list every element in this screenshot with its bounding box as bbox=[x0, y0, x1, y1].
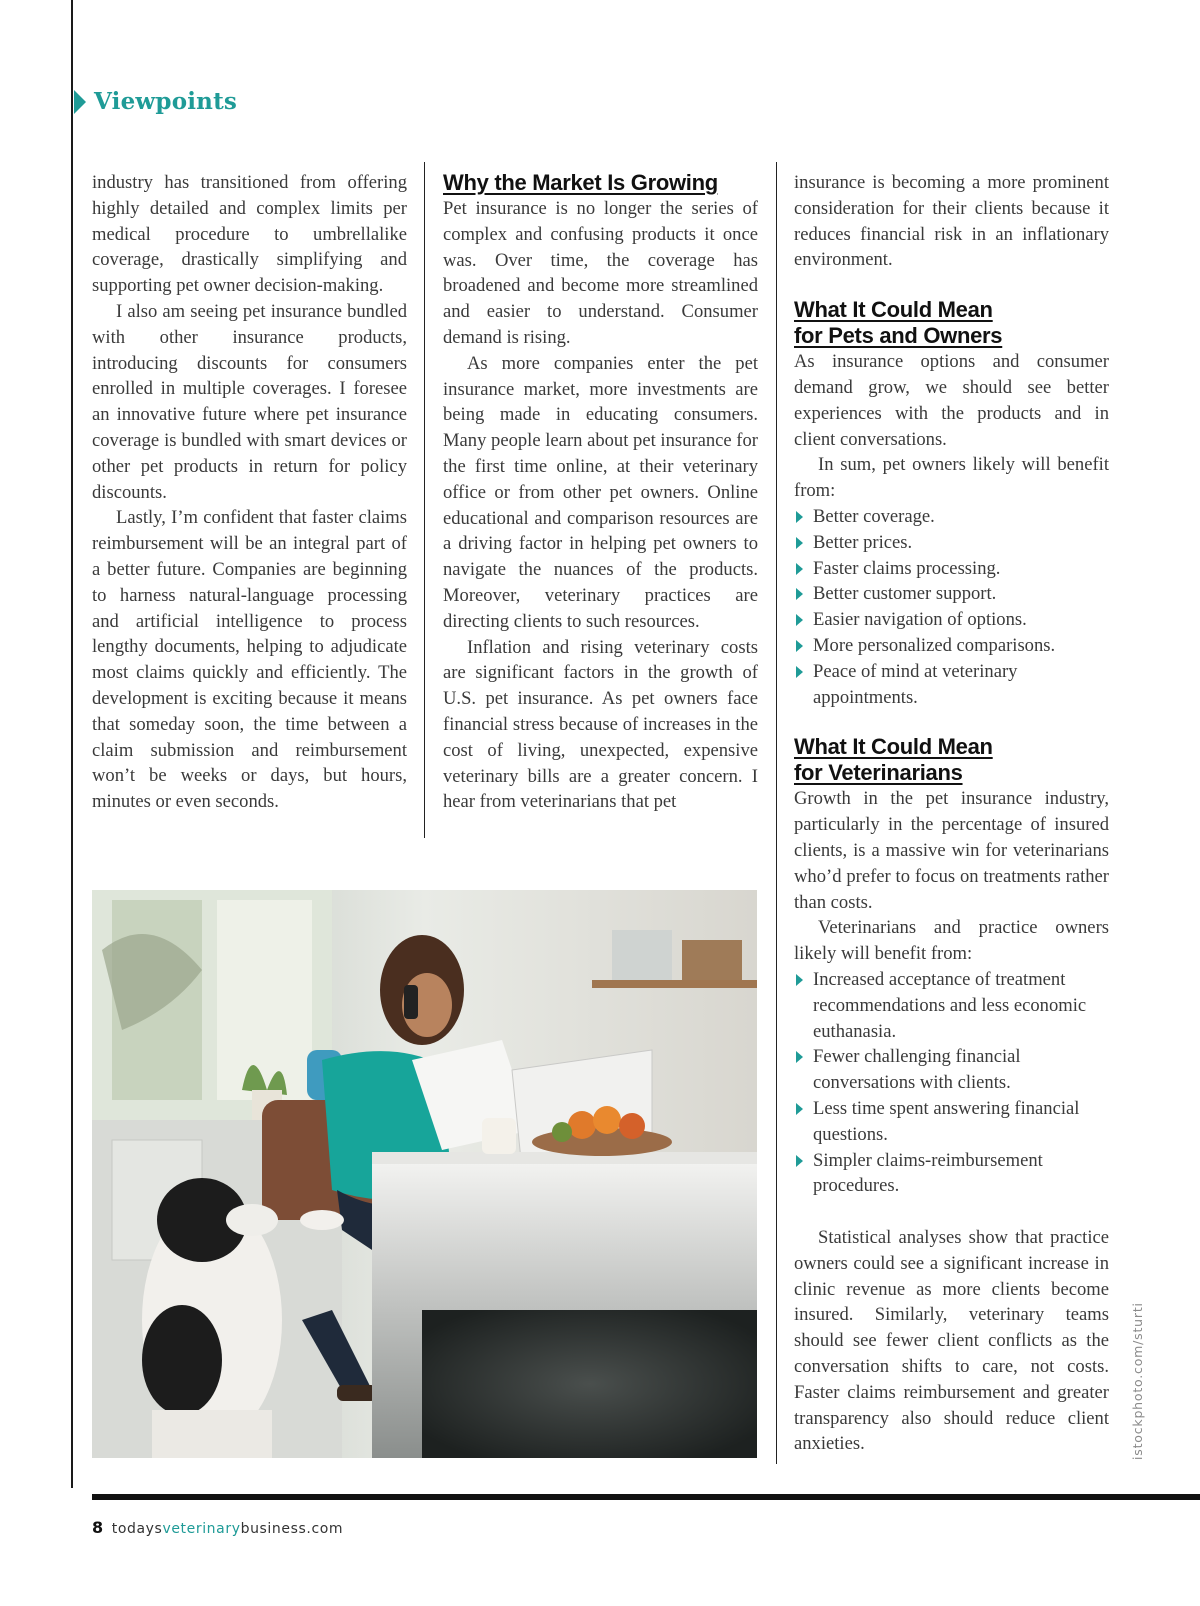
footer bbox=[92, 1518, 343, 1537]
site-link[interactable] bbox=[112, 1521, 343, 1537]
list-item: Better customer support. bbox=[794, 581, 1109, 607]
site-suffix: business.com bbox=[240, 1521, 344, 1537]
heading-pets-owners bbox=[794, 297, 1109, 349]
vets-paragraph-3: Statistical analyses show that practice owners could see a significant increase in clinic revenue as more clients become insured. Similarly, veterinary teams should see fewer client conflicts as the conversation shifts to care, not costs. Faster claims reimbursement and greater transparency also should reduce client anxieties. bbox=[794, 1227, 1109, 1455]
kitchen-photo bbox=[92, 890, 757, 1458]
col2-paragraph-3: Inflation and rising veterinary costs are significant factors in the growth of U.S. pet insurance. As pet owners face financial stress because of increases in the cost of living, unexpected, expensive veterinary bills are a greater concern. I hear from veterinarians that pet bbox=[443, 636, 758, 813]
heading-veterinarians-line1: What It Could Mean bbox=[794, 734, 993, 760]
col2-paragraph-2: As more companies enter the pet insurance market, more investments are being made in educating consumers. Many people learn about pet insurance for the first time online, at their veterinary office or from other pet owners. Online educational and comparison resources are a driving factor in helping pet owners to navigate the nuances of the products. Moreover, veterinary practices are directing clients to such resources. bbox=[443, 352, 758, 632]
footer-rule bbox=[92, 1494, 1200, 1500]
col2-paragraph-1: Pet insurance is no longer the series of complex and confusing products it once was. Over time, the coverage has broadened and become more streamlined and easier to understand. Consumer demand is rising. bbox=[443, 198, 758, 348]
vets-paragraph-2: Veterinarians and practice owners likely will benefit from: bbox=[794, 917, 1109, 965]
list-item: Better prices. bbox=[794, 530, 1109, 556]
page-left-rule bbox=[71, 0, 73, 1488]
section-tag-label: Viewpoints bbox=[94, 88, 238, 115]
list-item: Less time spent answering financial questions. bbox=[794, 1096, 1109, 1148]
site-prefix: todays bbox=[111, 1521, 163, 1537]
column-2 bbox=[443, 170, 758, 815]
list-item: Easier navigation of options. bbox=[794, 607, 1109, 633]
heading-veterinarians bbox=[794, 734, 1109, 786]
col3-intro: insurance is becoming a more prominent consideration for their clients because it reduces financial risk in an inflationary environment. bbox=[794, 172, 1109, 271]
list-item: More personalized comparisons. bbox=[794, 633, 1109, 659]
photo-credit: istockphoto.com/sturti bbox=[1130, 1302, 1145, 1460]
list-item: Faster claims processing. bbox=[794, 556, 1109, 582]
heading-pets-owners-line2: for Pets and Owners bbox=[794, 323, 1003, 349]
heading-pets-owners-line1: What It Could Mean bbox=[794, 297, 993, 323]
heading-market-growing: Why the Market Is Growing bbox=[443, 170, 718, 195]
owners-paragraph-1: As insurance options and consumer demand grow, we should see better experiences with the products and in client conversations. bbox=[794, 351, 1109, 450]
vets-paragraph-1: Growth in the pet insurance industry, particularly in the percentage of insured clients, is a massive win for veterinarians who’d prefer to focus on treatments rather than costs. bbox=[794, 788, 1109, 913]
section-arrow-icon bbox=[74, 90, 86, 114]
col1-paragraph-3: Lastly, I’m confident that faster claims reimbursement will be an integral part of a better future. Companies are beginning to harness natural-language processing and artificial intelligence to process lengthy documents, helping to adjudicate most claims quickly and efficiently. The development is exciting because it means that someday soon, the time between a claim submission and reimbursement won’t be weeks or days, but hours, minutes or even seconds. bbox=[92, 507, 407, 813]
site-highlight: veterinary bbox=[162, 1521, 241, 1537]
column-3 bbox=[794, 170, 1109, 1457]
list-item: Peace of mind at veterinary appointments. bbox=[794, 659, 1109, 711]
page-number: 8 bbox=[92, 1518, 104, 1537]
column-divider-1 bbox=[424, 162, 425, 838]
list-item: Fewer challenging financial conversations with clients. bbox=[794, 1044, 1109, 1096]
vets-benefits-list bbox=[794, 967, 1109, 1199]
owners-benefits-list bbox=[794, 504, 1109, 710]
list-item: Increased acceptance of treatment recommendations and less economic euthanasia. bbox=[794, 967, 1109, 1044]
col1-paragraph-2: I also am seeing pet insurance bundled with other insurance products, introducing discounts for consumers enrolled in multiple coverages. I foresee an innovative future where pet insurance coverage is bundled with smart devices or other pet products in return for policy discounts. bbox=[92, 300, 407, 503]
col1-paragraph-1: industry has transitioned from offering highly detailed and complex limits per medical procedure to umbrellalike coverage, drastically simplifying and supporting pet owner decision-making. bbox=[92, 172, 407, 297]
heading-veterinarians-line2: for Veterinarians bbox=[794, 760, 963, 786]
section-tag bbox=[74, 88, 237, 115]
owners-paragraph-2: In sum, pet owners likely will benefit from: bbox=[794, 454, 1109, 502]
list-item: Simpler claims-reimbursement procedures. bbox=[794, 1148, 1109, 1200]
column-1 bbox=[92, 170, 407, 815]
list-item: Better coverage. bbox=[794, 504, 1109, 530]
column-divider-2 bbox=[776, 162, 777, 1464]
